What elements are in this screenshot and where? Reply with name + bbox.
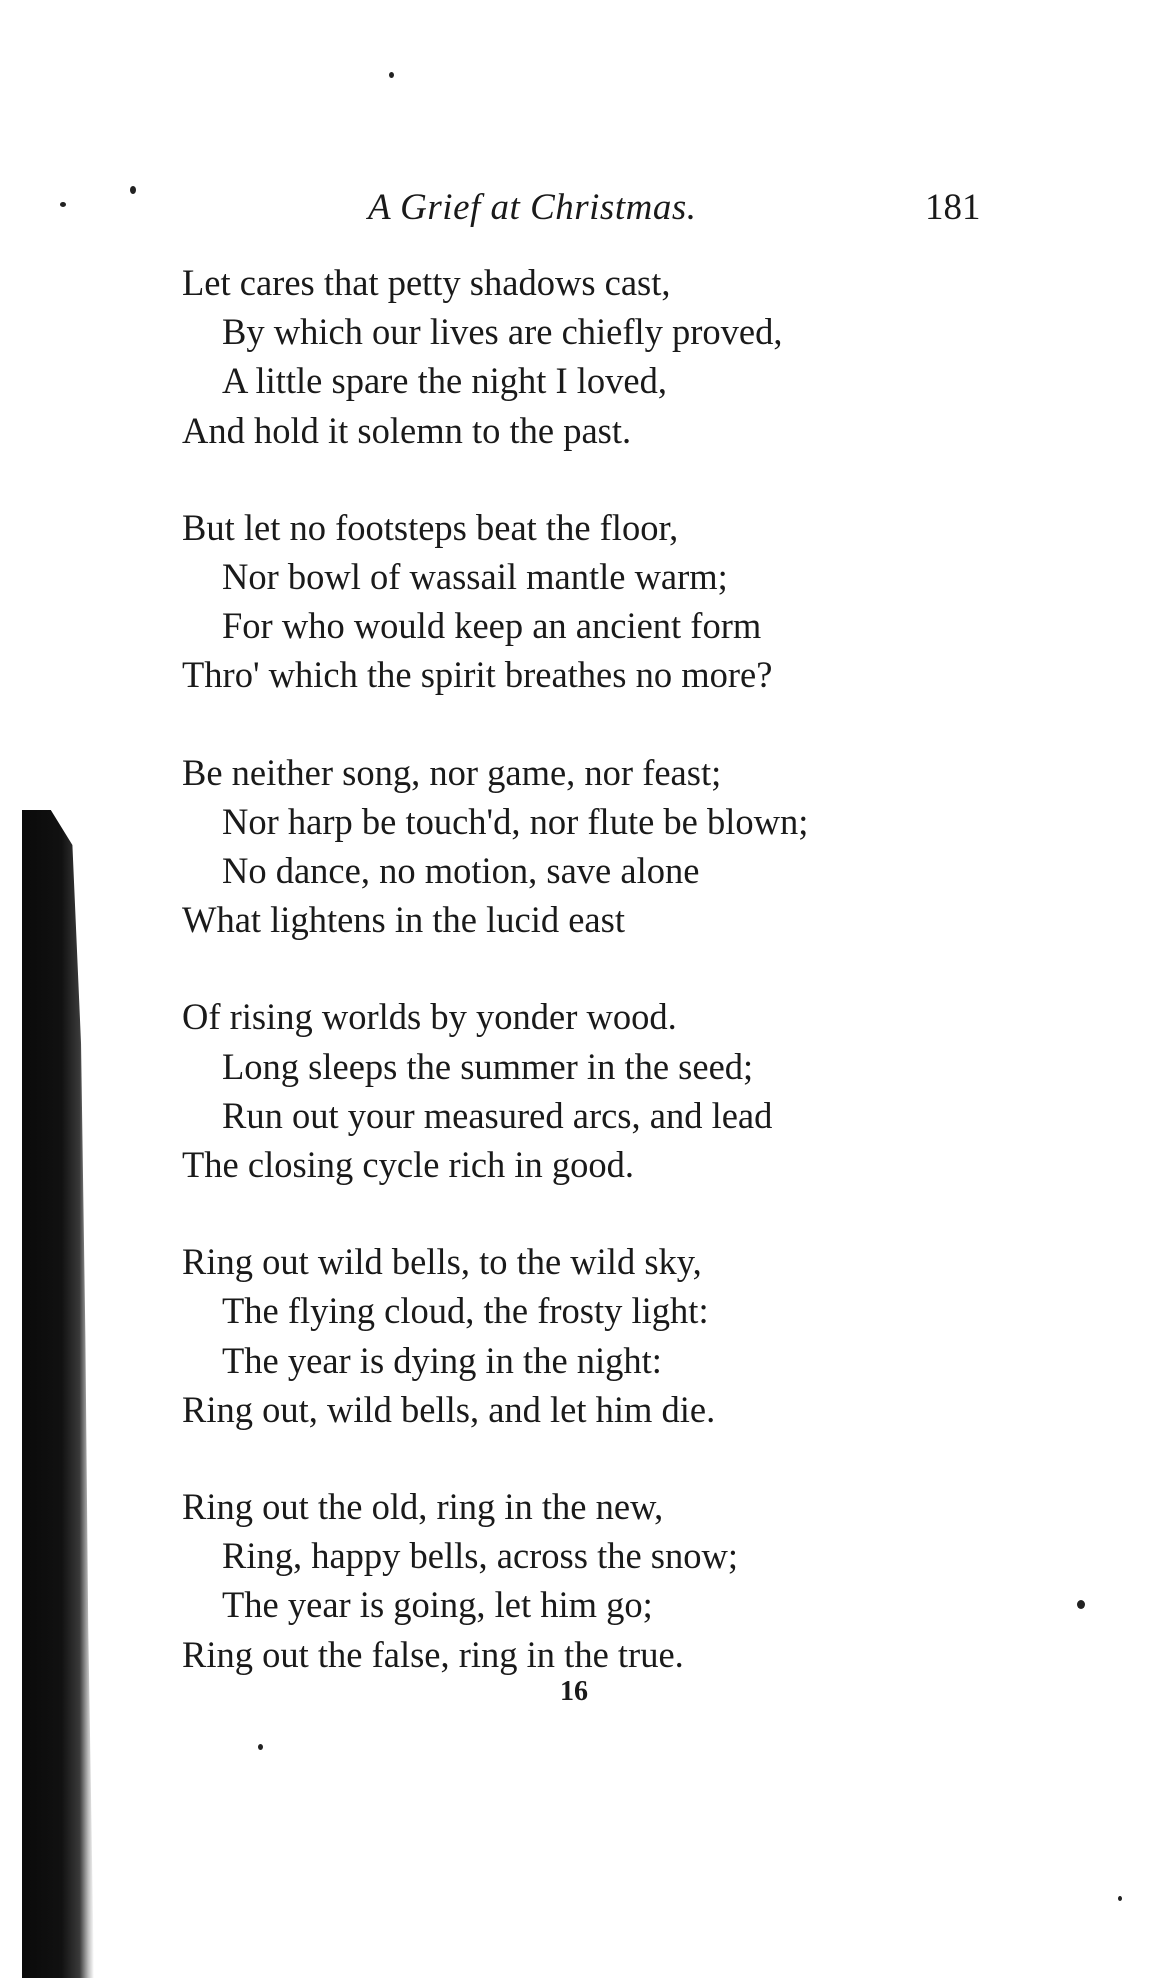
poem-line: No dance, no motion, save alone [222, 850, 700, 892]
signature-mark: 16 [560, 1676, 588, 1707]
stanza [182, 258, 1062, 455]
poem-line: Ring, happy bells, across the snow; [222, 1535, 739, 1577]
poem-line: Nor harp be touch'd, nor flute be blown; [222, 800, 809, 842]
poem-line: The flying cloud, the frosty light: [222, 1290, 709, 1332]
poem-line: Ring out the old, ring in the new, [182, 1486, 664, 1528]
stanza [182, 748, 1062, 945]
poem-body [182, 258, 1062, 1727]
stanza [182, 1237, 1062, 1434]
poem-line: Nor bowl of wassail mantle warm; [222, 556, 728, 598]
poem-line: For who would keep an ancient form [222, 605, 762, 647]
poem-line: And hold it solemn to the past. [182, 409, 632, 451]
poem-line: By which our lives are chiefly proved, [222, 311, 783, 353]
poem-line: What lightens in the lucid east [182, 899, 625, 941]
poem-line: The year is going, let him go; [222, 1584, 653, 1626]
poem-line: Ring out wild bells, to the wild sky, [182, 1241, 702, 1283]
stanza [182, 1482, 1062, 1679]
poem-line: Let cares that petty shadows cast, [182, 262, 671, 303]
page-number: 181 [925, 187, 981, 228]
poem-line: Long sleeps the summer in the seed; [222, 1045, 754, 1087]
page-header [0, 178, 1157, 238]
print-speck [389, 72, 394, 78]
print-speck [1118, 1896, 1122, 1901]
poem-line: The closing cycle rich in good. [182, 1144, 635, 1186]
poem-line: Ring out, wild bells, and let him die. [182, 1388, 716, 1430]
poem-line: Of rising worlds by yonder wood. [182, 996, 677, 1038]
binding-shadow [22, 810, 94, 1978]
running-title: A Grief at Christmas. [368, 187, 697, 228]
poem-line: But let no footsteps beat the floor, [182, 506, 679, 548]
poem-line: A little spare the night I loved, [222, 360, 668, 402]
poem-line: Be neither song, nor game, nor feast; [182, 751, 722, 793]
print-speck [258, 1744, 263, 1750]
poem-line: The year is dying in the night: [222, 1339, 662, 1381]
stanza [182, 503, 1062, 700]
poem-line: Ring out the false, ring in the true. [182, 1633, 684, 1675]
poem-line: Thro' which the spirit breathes no more? [182, 654, 773, 696]
stanza [182, 992, 1062, 1189]
poem-line: Run out your measured arcs, and lead [222, 1094, 773, 1136]
print-speck [1077, 1600, 1085, 1609]
